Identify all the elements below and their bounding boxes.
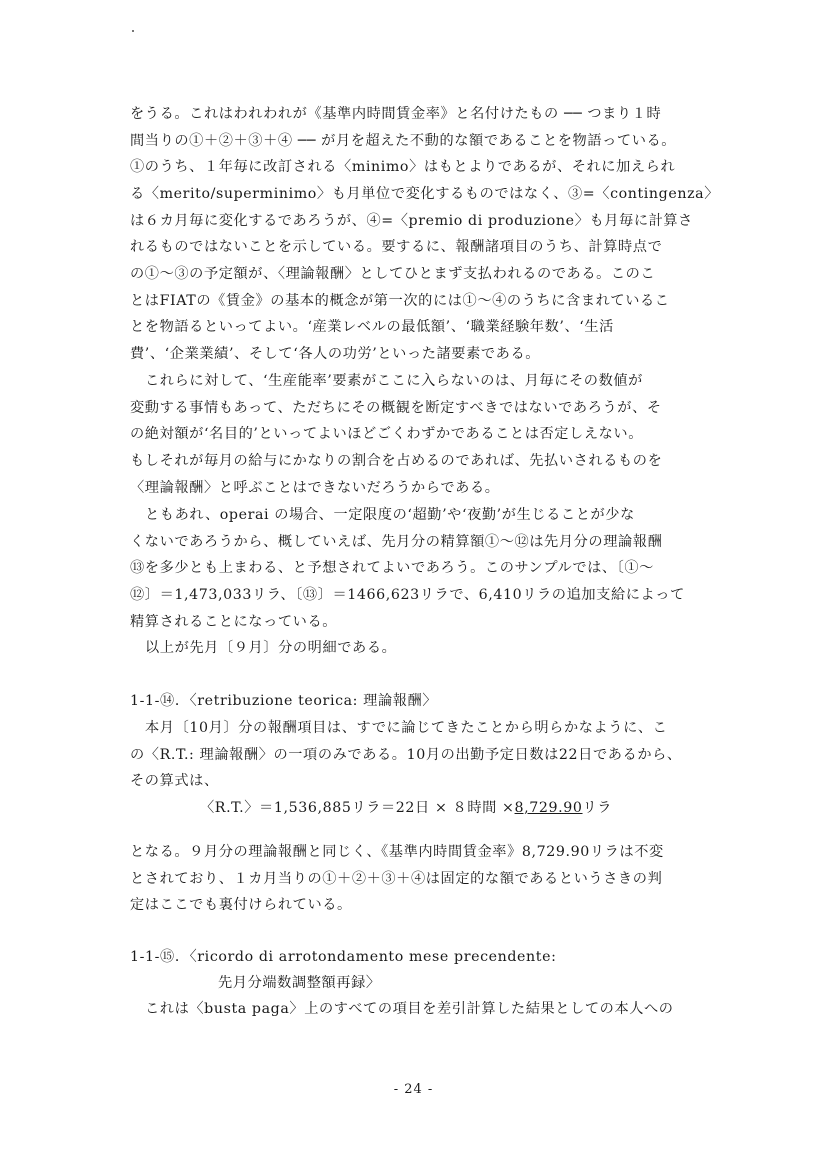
paragraph-3-line-4: ⑫〕＝1,473,033リラ、〔⑬〕＝1466,623リラで、6,410リラの追加支給によって (130, 587, 685, 603)
paragraph-1-line-10: 費’、‘企業業績’、そして‘各人の功労’といった諸要素である。 (130, 346, 541, 362)
formula-unit: リラ (582, 800, 613, 816)
paragraph-3-line-5: 精算されることになっている。 (130, 614, 338, 630)
section-15-line-1: これは〈busta paga〉上のすべての項目を差引計算した結果としての本人への (145, 1001, 674, 1017)
section-14-line-2: の〈R.T.: 理論報酬〉の一項のみである。10月の出勤予定日数は22日であるから、 (130, 747, 682, 763)
section-14-after-line-3: 定はここでも裏付けられている。 (130, 897, 352, 913)
paragraph-1-line-1: をうる。これはわれわれが《基準内時間賃金率》と名付けたもの ── つまり１時 (130, 106, 662, 122)
section-14-after-line-2: とされており、１カ月当りの①＋②＋③＋④は固定的な額であるというさきの判 (130, 871, 663, 887)
paragraph-1-line-2: 間当りの①＋②＋③＋④ ── が月を超えた不動的な額であることを物語っている。 (130, 133, 677, 149)
section-15-subheading: 先月分端数調整額再録〉 (218, 975, 381, 991)
paragraph-1-line-5: は６カ月毎に変化するであろうが、④=〈premio di produzione〉も月毎に計算さ (130, 213, 693, 229)
paragraph-4: 以上が先月〔９月〕分の明細である。 (145, 640, 397, 656)
section-14-formula (200, 798, 800, 818)
paragraph-3-line-3: ⑬を多少とも上まわる、と予想されてよいであろう。このサンプルでは、〔①～ (130, 560, 654, 576)
paragraph-3-line-2: くないであろうから、概していえば、先月分の精算額①～⑫は先月分の理論報酬 (130, 534, 663, 550)
paragraph-1-line-8: とはFIATの《賃金》の基本的概念が第一次的には①～④のうちに含まれているこ (130, 293, 670, 309)
paragraph-1-line-9: とを物語るといってよい。‘産業レベルの最低額’、‘職業経験年数’、‘生活 (130, 319, 614, 335)
paragraph-1-line-7: の①～③の予定額が、〈理論報酬〉としてひとまず支払われるのである。このこ (130, 266, 656, 282)
paragraph-2-line-4: もしそれが毎月の給与にかなりの割合を占めるのであれば、先払いされるものを (130, 453, 663, 469)
section-14-line-1: 本月〔10月〕分の報酬項目は、すでに論じてきたことから明らかなように、こ (145, 720, 668, 736)
scan-speck (132, 30, 134, 32)
paragraph-1-line-6: れるものではないことを示している。要するに、報酬諸項目のうち、計算時点で (130, 239, 663, 255)
formula-main: 〈R.T.〉＝1,536,885リラ＝22日 × ８時間 × (200, 800, 515, 816)
paragraph-1-line-4: る〈merito/superminimo〉も月単位で変化するものではなく、③=〈contingenza〉 (130, 186, 720, 202)
formula-rate: 8,729.90 (514, 800, 583, 816)
paragraph-1-line-3: ①のうち、１年毎に改訂される〈minimo〉はもとよりであるが、それに加えられ (130, 159, 676, 175)
section-15-heading: 1-1-⑮．〈ricordo di arrotondamento mese precendente: (130, 949, 557, 965)
section-14-line-3: その算式は、 (130, 773, 219, 789)
section-14-after-line-1: となる。９月分の理論報酬と同じく、《基準内時間賃金率》8,729.90リラは不変 (130, 844, 664, 860)
paragraph-2-line-3: の絶対額が‘名目的’といってよいほどごくわずかであることは否定しえない。 (130, 426, 643, 442)
paragraph-2-line-1: これらに対して、‘生産能率’要素がここに入らないのは、月毎にその数値が (145, 373, 643, 389)
paragraph-2-line-5: 〈理論報酬〉と呼ぶことはできないだろうからである。 (130, 480, 500, 496)
page-number: - 24 - (393, 1082, 434, 1097)
section-14-heading: 1-1-⑭．〈retribuzione teorica: 理論報酬〉 (130, 693, 438, 709)
paragraph-3-line-1: ともあれ、operai の場合、一定限度の‘超勤’や‘夜勤’が生じることが少な (145, 507, 635, 523)
paragraph-2-line-2: 変動する事情もあって、ただちにその概観を断定すべきではないであろうが、そ (130, 400, 662, 416)
